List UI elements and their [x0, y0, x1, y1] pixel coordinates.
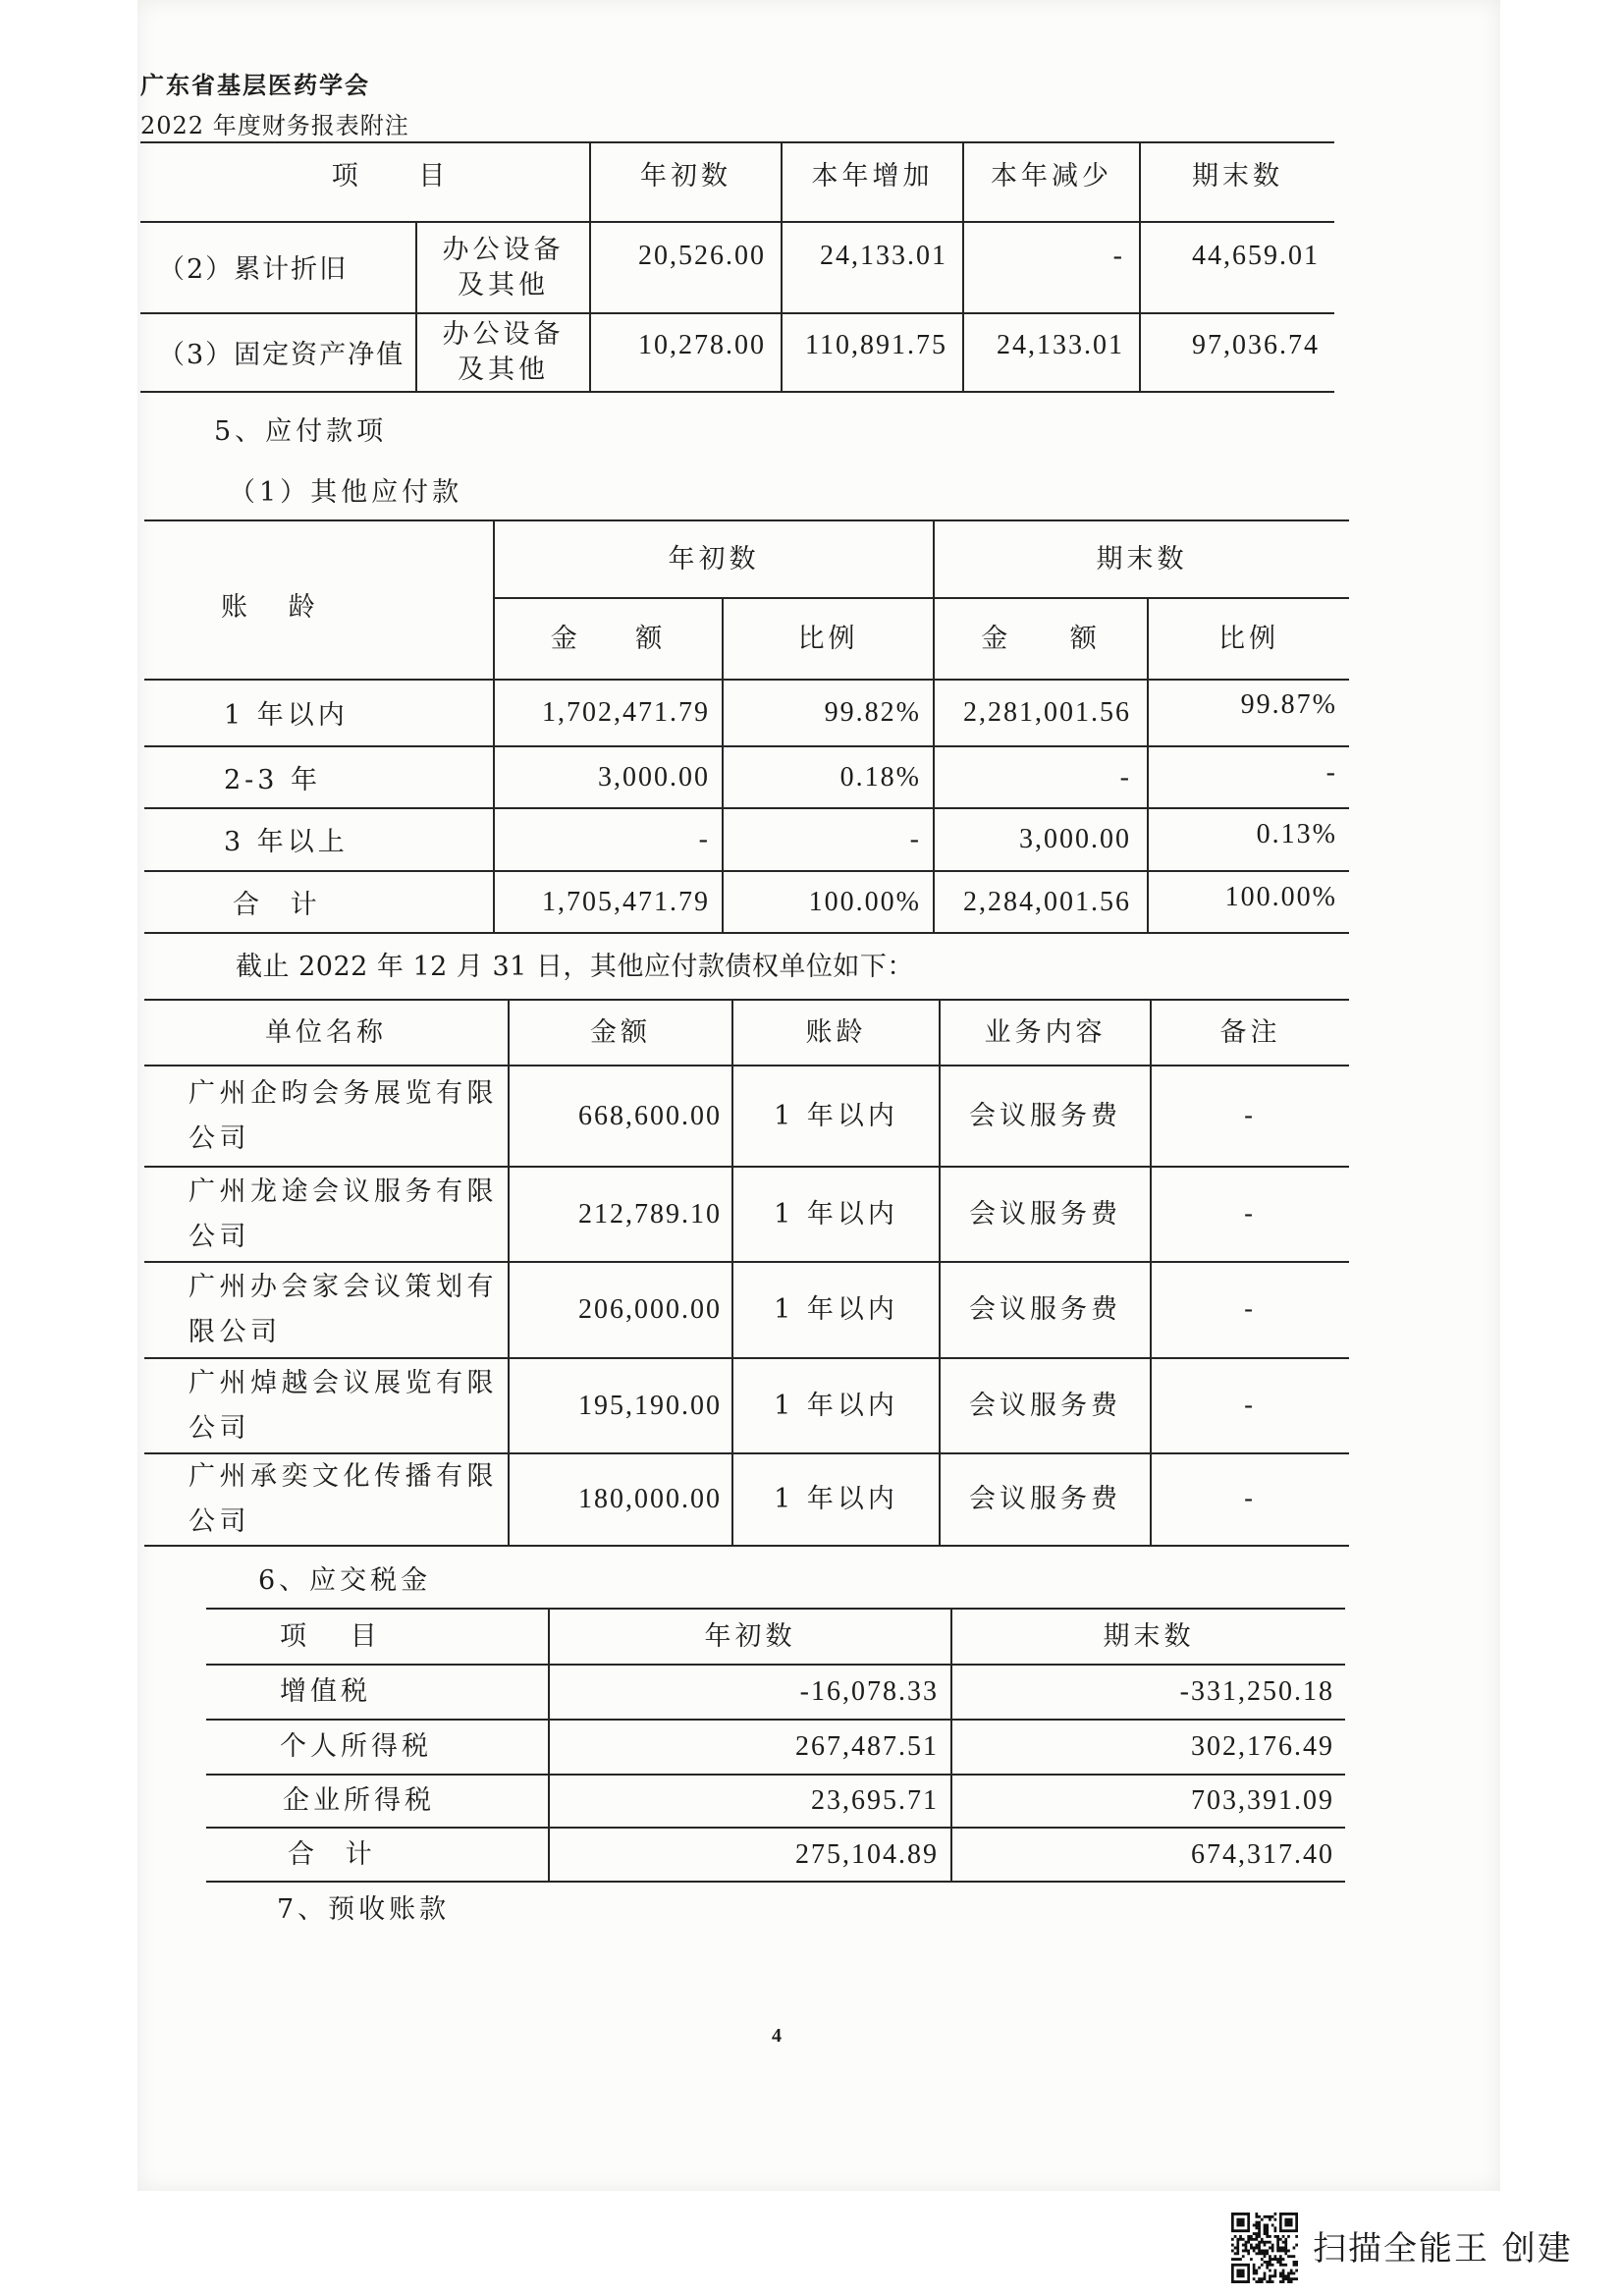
table-row: [140, 313, 1334, 392]
header-opening: 年初数: [494, 520, 934, 598]
creditor-name-line: 公司: [189, 1412, 250, 1444]
closing-amount: 3,000.00: [934, 808, 1148, 871]
table-total-row: [206, 1828, 1345, 1882]
creditor-name-line: 广州焯越会议展览有限: [189, 1367, 498, 1398]
opening-ratio: 99.82%: [723, 680, 934, 746]
tax-opening: 23,695.71: [549, 1775, 951, 1828]
page-number: 4: [772, 2025, 782, 2047]
closing-value: 44,659.01: [1140, 222, 1334, 313]
aging-label: 合 计: [144, 871, 494, 933]
aging-label: 3 年以上: [144, 808, 494, 871]
creditor-name-line: 公司: [189, 1506, 250, 1537]
tax-item: 企业所得税: [206, 1775, 549, 1828]
section-7-title: 7、预收账款: [277, 1894, 451, 1925]
creditor-business: 会议服务费: [940, 1453, 1151, 1546]
category-line: 及其他: [458, 269, 549, 301]
category-cell: [416, 222, 590, 313]
opening-value: 20,526.00: [590, 222, 782, 313]
opening-amount: 3,000.00: [494, 746, 723, 808]
creditor-name: [144, 1167, 509, 1262]
creditor-amount: 195,190.00: [509, 1358, 732, 1453]
section-5-title: 5、应付款项: [214, 416, 388, 447]
creditor-amount: 180,000.00: [509, 1453, 732, 1546]
header-closing: 期末数: [951, 1609, 1345, 1665]
tax-closing: 703,391.09: [951, 1775, 1345, 1828]
table-row: [206, 1665, 1345, 1720]
closing-ratio: 100.00%: [1148, 871, 1349, 933]
aging-label: 1 年以内: [144, 680, 494, 746]
creditor-name: [144, 1358, 509, 1453]
tax-opening: -16,078.33: [549, 1665, 951, 1720]
header-item: 项 目: [140, 142, 590, 222]
header-aging: 账 龄: [144, 520, 494, 680]
fixed-assets-table: [140, 141, 1334, 393]
tax-closing: -331,250.18: [951, 1665, 1345, 1720]
header-business: 业务内容: [940, 1000, 1151, 1066]
table-row: [144, 746, 1349, 808]
opening-ratio: 100.00%: [723, 871, 934, 933]
creditor-name: [144, 1262, 509, 1358]
category-cell: [416, 313, 590, 392]
table-row: [206, 1720, 1345, 1775]
category-line: 及其他: [458, 355, 549, 385]
opening-ratio: 0.18%: [723, 746, 934, 808]
decrease-value: -: [963, 222, 1140, 313]
tax-closing: 674,317.40: [951, 1828, 1345, 1882]
creditor-name: [144, 1453, 509, 1546]
header-opening: 年初数: [549, 1609, 951, 1665]
qr-code-icon: [1231, 2213, 1298, 2283]
tax-item: 个人所得税: [206, 1720, 549, 1775]
aging-label: 2-3 年: [144, 746, 494, 808]
creditor-business: 会议服务费: [940, 1262, 1151, 1358]
header-name: 单位名称: [144, 1000, 509, 1066]
table-row: [144, 680, 1349, 746]
creditor-business: 会议服务费: [940, 1066, 1151, 1167]
table-row: [140, 222, 1334, 313]
scanner-watermark: 扫描全能王 创建: [1313, 2229, 1573, 2269]
table-row: [144, 1453, 1349, 1546]
creditor-name-line: 限公司: [189, 1317, 282, 1347]
closing-ratio: 0.13%: [1148, 808, 1349, 871]
table-row: [144, 1262, 1349, 1358]
creditor-name-line: 广州企昀会务展览有限: [189, 1077, 498, 1109]
header-decrease: 本年减少: [963, 142, 1140, 222]
tax-item: 增值税: [206, 1665, 549, 1720]
creditors-table: [144, 999, 1349, 1547]
qr-code-modules: [1231, 2213, 1298, 2283]
header-aging: 账龄: [732, 1000, 940, 1066]
category-line: 办公设备: [442, 234, 565, 265]
creditor-name-line: 广州办会家会议策划有: [189, 1272, 498, 1302]
tax-opening: 275,104.89: [549, 1828, 951, 1882]
creditor-aging: 1 年以内: [732, 1453, 940, 1546]
closing-amount: 2,284,001.56: [934, 871, 1148, 933]
tax-closing: 302,176.49: [951, 1720, 1345, 1775]
closing-amount: -: [934, 746, 1148, 808]
header-increase: 本年增加: [782, 142, 963, 222]
tax-item: 合 计: [206, 1828, 549, 1882]
closing-amount: 2,281,001.56: [934, 680, 1148, 746]
report-title: 2022 年度财务报表附注: [140, 112, 409, 139]
creditor-aging: 1 年以内: [732, 1167, 940, 1262]
table-row: [144, 1358, 1349, 1453]
creditor-amount: 212,789.10: [509, 1167, 732, 1262]
closing-ratio: 99.87%: [1148, 680, 1349, 746]
header-opening-ratio: 比例: [723, 598, 934, 680]
creditor-remark: -: [1151, 1262, 1349, 1358]
table-row: [206, 1775, 1345, 1828]
creditor-aging: 1 年以内: [732, 1066, 940, 1167]
taxes-table: [206, 1608, 1345, 1883]
tax-opening: 267,487.51: [549, 1720, 951, 1775]
opening-value: 10,278.00: [590, 313, 782, 392]
opening-amount: 1,702,471.79: [494, 680, 723, 746]
organization-name: 广东省基层医药学会: [140, 71, 370, 99]
other-payables-aging-table: [144, 519, 1349, 934]
decrease-value: 24,133.01: [963, 313, 1140, 392]
opening-amount: -: [494, 808, 723, 871]
opening-ratio: -: [723, 808, 934, 871]
table-header-row: [144, 1000, 1349, 1066]
header-item: 项 目: [206, 1609, 549, 1665]
creditor-business: 会议服务费: [940, 1358, 1151, 1453]
creditor-business: 会议服务费: [940, 1167, 1151, 1262]
creditor-name: [144, 1066, 509, 1167]
opening-amount: 1,705,471.79: [494, 871, 723, 933]
table-header-row: [140, 142, 1334, 222]
table-row: [144, 1066, 1349, 1167]
header-closing: 期末数: [934, 520, 1349, 598]
row-item: （2）累计折旧: [140, 222, 416, 313]
increase-value: 110,891.75: [782, 313, 963, 392]
closing-value: 97,036.74: [1140, 313, 1334, 392]
creditor-name-line: 广州承奕文化传播有限: [189, 1461, 498, 1492]
creditor-name-line: 广州龙途会议服务有限: [189, 1175, 498, 1207]
header-closing: 期末数: [1140, 142, 1334, 222]
creditors-intro: 截止 2022 年 12 月 31 日，其他应付款债权单位如下：: [236, 952, 914, 982]
creditor-remark: -: [1151, 1066, 1349, 1167]
table-row: [144, 808, 1349, 871]
header-amount: 金额: [509, 1000, 732, 1066]
creditor-name-line: 公司: [189, 1122, 250, 1154]
header-remark: 备注: [1151, 1000, 1349, 1066]
table-header-row: [144, 520, 1349, 598]
creditor-remark: -: [1151, 1167, 1349, 1262]
increase-value: 24,133.01: [782, 222, 963, 313]
table-row: [144, 1167, 1349, 1262]
header-closing-amount: 金 额: [934, 598, 1148, 680]
header-closing-ratio: 比例: [1148, 598, 1349, 680]
section-5-subtitle: （1）其他应付款: [229, 477, 463, 508]
creditor-remark: -: [1151, 1358, 1349, 1453]
header-opening-amount: 金 额: [494, 598, 723, 680]
table-total-row: [144, 871, 1349, 933]
creditor-aging: 1 年以内: [732, 1262, 940, 1358]
row-item: （3）固定资产净值: [140, 313, 416, 392]
creditor-amount: 206,000.00: [509, 1262, 732, 1358]
table-header-row: [206, 1609, 1345, 1665]
section-6-title: 6、应交税金: [258, 1565, 432, 1596]
creditor-name-line: 公司: [189, 1221, 250, 1252]
closing-ratio: -: [1148, 746, 1349, 808]
creditor-amount: 668,600.00: [509, 1066, 732, 1167]
creditor-remark: -: [1151, 1453, 1349, 1546]
category-line: 办公设备: [442, 319, 565, 350]
header-opening: 年初数: [590, 142, 782, 222]
creditor-aging: 1 年以内: [732, 1358, 940, 1453]
